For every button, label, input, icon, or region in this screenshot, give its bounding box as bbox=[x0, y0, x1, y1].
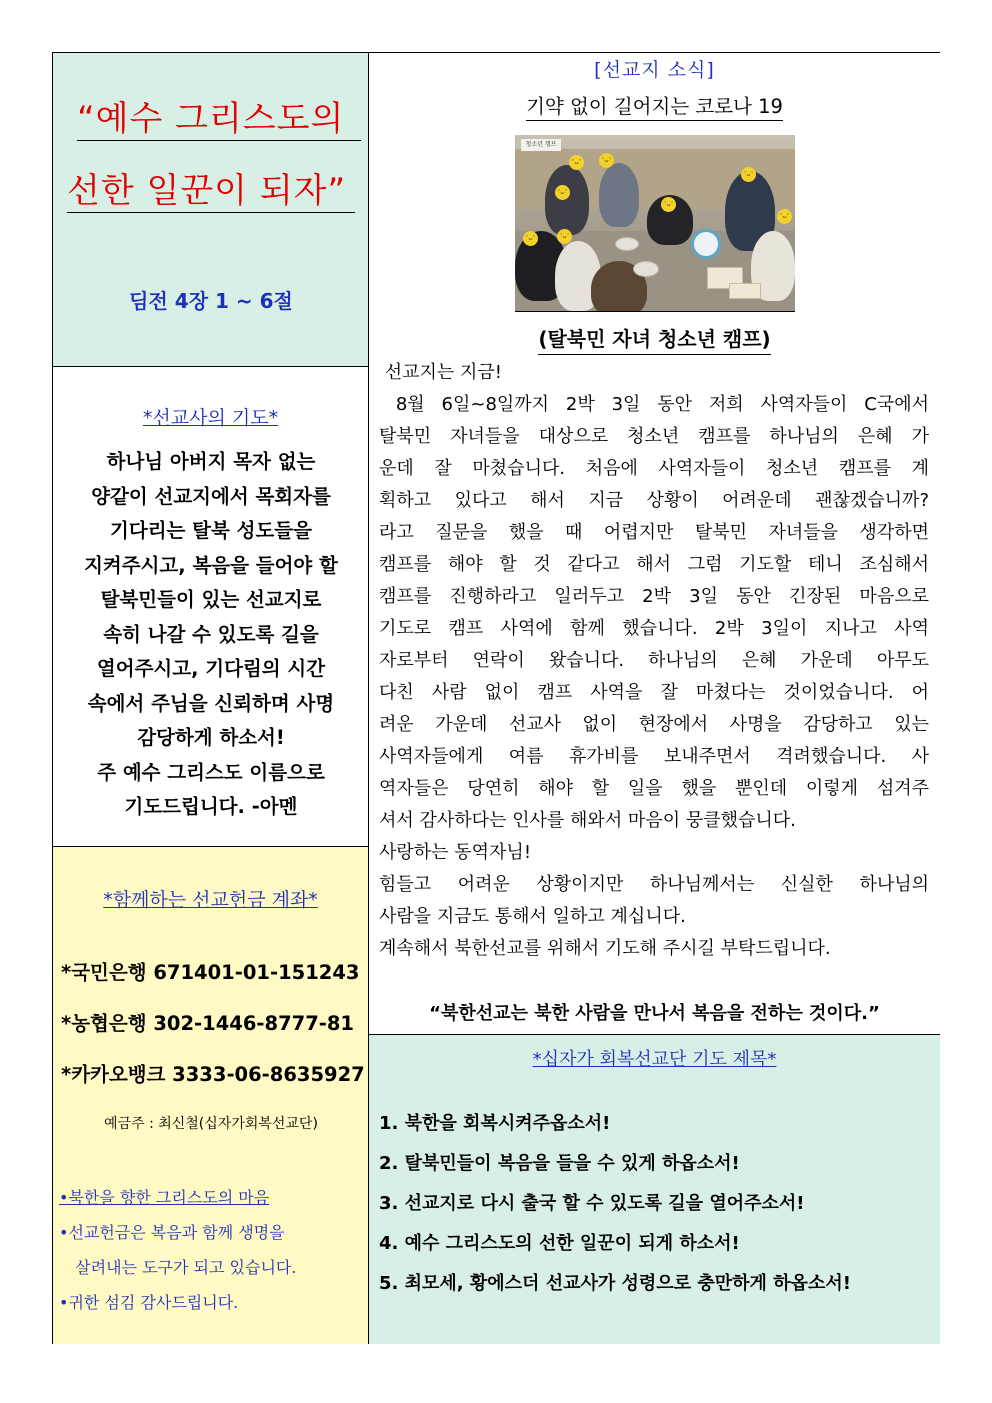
camp-sign: 청소년 캠프 bbox=[521, 139, 561, 151]
prayer-line: 기다리는 탈북 성도들을 bbox=[110, 519, 312, 542]
slogan-line-2: 선한 일꾼이 되자” bbox=[67, 171, 355, 213]
news-paragraph-line: 다친 사람 없이 캠프 사역을 잘 마쳤다는 것이었습니다. 어 bbox=[379, 682, 929, 703]
news-paragraph-line: 획하고 있다고 해서 지금 상황이 어려운데 괜찮겠습니까? bbox=[379, 490, 929, 511]
face-blur-emoji: ᵔᴗᵔ bbox=[777, 209, 792, 224]
photo-caption bbox=[369, 323, 940, 352]
news-paragraph-line: 사랑하는 동역자님! bbox=[379, 842, 532, 863]
offering-note: •선교헌금은 복음과 함께 생명을 bbox=[59, 1223, 285, 1242]
prayer-line: 속히 나갈 수 있도록 길을 bbox=[103, 622, 319, 646]
prayer-topic-item: 1. 북한을 회복시켜주옵소서! bbox=[379, 1113, 611, 1134]
news-paragraph-line: 역자들은 당연히 해야 할 일을 했을 뿐인데 이렇게 섬겨주 bbox=[379, 778, 929, 799]
prayer-heading: *선교사의 기도* bbox=[142, 407, 279, 429]
prayer-line: 감당하게 하소서! bbox=[137, 726, 285, 749]
news-paragraph-line: 선교지는 지금! bbox=[379, 362, 502, 383]
news-paragraph-line: 탈북민 자녀들을 대상으로 청소년 캠프를 하나님의 은혜 가 bbox=[379, 426, 929, 447]
news-paragraph-line: 캠프를 진행하라고 일러두고 2박 3일 동안 긴장된 마음으로 bbox=[379, 586, 929, 607]
face-blur-emoji: ᵔᴗᵔ bbox=[741, 167, 756, 182]
slogan-line-1: “예수 그리스도의 bbox=[77, 99, 361, 141]
photo-caption-text: (탈북민 자녀 청소년 캠프) bbox=[538, 327, 770, 355]
offering-accounts-panel bbox=[53, 847, 369, 1344]
prayer-line: 주 예수 그리스도 이름으로 bbox=[97, 760, 325, 784]
offering-note: 살려내는 도구가 되고 있습니다. bbox=[65, 1258, 297, 1277]
youth-camp-photo bbox=[515, 135, 795, 312]
news-paragraph-line: 사역자들에게 여름 휴가비를 보내주면서 격려했습니다. 사 bbox=[379, 746, 929, 767]
bank-account-nonghyup: *농협은행 302-1446-8777-81 bbox=[61, 1012, 354, 1035]
snack-plate bbox=[615, 237, 639, 251]
slogan-panel bbox=[53, 53, 369, 367]
face-blur-emoji: ᵔᴗᵔ bbox=[569, 155, 584, 170]
news-paragraph-line: 려운 가운데 선교사 없이 현장에서 사명을 감당하고 있는 bbox=[379, 714, 929, 735]
news-paragraph-line: 8월 6일~8일까지 2박 3일 동안 저희 사역자들이 C국에서 bbox=[379, 394, 929, 415]
news-paragraph-line: 계속해서 북한선교를 위해서 기도해 주시길 부탁드립니다. bbox=[379, 938, 831, 959]
prayer-line: 속에서 주님을 신뢰하며 사명 bbox=[87, 691, 335, 715]
prayer-line: 열어주시고, 기다림의 시간 bbox=[96, 657, 326, 680]
photo-person bbox=[599, 163, 639, 227]
prayer-line: 하나님 아버지 목자 없는 bbox=[106, 450, 316, 473]
newsletter-page bbox=[52, 52, 940, 1344]
news-paragraph-line: 셔서 감사하다는 인사를 해와서 마음이 뭉클했습니다. bbox=[379, 810, 796, 831]
missionary-prayer-panel bbox=[53, 367, 369, 847]
prayer-body bbox=[59, 445, 363, 825]
notebook bbox=[729, 283, 761, 299]
offering-note: •북한을 향한 그리스도의 마음 bbox=[59, 1188, 270, 1207]
news-paragraph-line: 캠프를 해야 할 것 같다고 해서 그럼 기도할 테니 조심해서 bbox=[379, 554, 929, 575]
desk-fan bbox=[691, 229, 721, 259]
prayer-topic-item: 5. 최모세, 황에스더 선교사가 성령으로 충만하게 하옵소서! bbox=[379, 1273, 851, 1294]
snack-plate bbox=[633, 261, 659, 277]
prayer-line: 기도드립니다. -아멘 bbox=[124, 795, 298, 818]
prayer-line: 탈북민들이 있는 선교지로 bbox=[100, 588, 322, 611]
news-paragraph-line: 기도로 캠프 사역에 함께 했습니다. 2박 3일이 지나고 사역 bbox=[379, 618, 929, 639]
news-title bbox=[369, 91, 940, 119]
prayer-topic-item: 3. 선교지로 다시 출국 할 수 있도록 길을 열어주소서! bbox=[379, 1193, 805, 1214]
news-paragraph-line: 사람을 지금도 통해서 일하고 계십니다. bbox=[379, 906, 686, 927]
face-blur-emoji: ᵔᴗᵔ bbox=[661, 197, 676, 212]
account-holder: 예금주 : 최신철(십자가회복선교단) bbox=[104, 1116, 318, 1132]
face-blur-emoji: ᵔᴗᵔ bbox=[599, 153, 614, 168]
mission-quote: “북한선교는 북한 사람을 만나서 복음을 전하는 것이다.” bbox=[429, 1003, 880, 1024]
bank-account-kakaobank: *카카오뱅크 3333-06-8635927 bbox=[61, 1063, 365, 1086]
news-paragraph-line: 힘들고 어려운 상황이지만 하나님께서는 신실한 하나님의 bbox=[379, 874, 929, 895]
news-title-text: 기약 없이 길어지는 코로나 19 bbox=[526, 95, 783, 121]
face-blur-emoji: ᵔᴗᵔ bbox=[555, 185, 570, 200]
mission-news-panel bbox=[369, 53, 940, 1035]
news-paragraph-line: 자로부터 연락이 왔습니다. 하나님의 은혜 가운데 아무도 bbox=[379, 650, 929, 671]
face-blur-emoji: ᵔᴗᵔ bbox=[523, 231, 538, 246]
news-paragraph-line: 라고 질문을 했을 때 어렵지만 탈북민 자녀들을 생각하면 bbox=[379, 522, 929, 543]
news-section-tag: [선교지 소식] bbox=[594, 59, 715, 81]
offering-note: •귀한 섬김 감사드립니다. bbox=[59, 1293, 239, 1312]
face-blur-emoji: ᵔᴗᵔ bbox=[557, 229, 572, 244]
prayer-line: 지켜주시고, 복음을 들어야 할 bbox=[84, 553, 338, 577]
prayer-topic-item: 4. 예수 그리스도의 선한 일꾼이 되게 하소서! bbox=[379, 1233, 740, 1254]
offering-heading: *함께하는 선교헌금 계좌* bbox=[103, 889, 318, 911]
news-paragraph-line: 운데 잘 마쳤습니다. 처음에 사역자들이 청소년 캠프를 계 bbox=[379, 458, 929, 479]
scripture-reference: 딤전 4장 1 ~ 6절 bbox=[129, 289, 293, 313]
prayer-topic-item: 2. 탈북민들이 복음을 들을 수 있게 하옵소서! bbox=[379, 1153, 740, 1174]
prayer-line: 양같이 선교지에서 목회자를 bbox=[91, 484, 331, 508]
bank-account-kookmin: *국민은행 671401-01-151243 bbox=[61, 961, 360, 984]
prayer-topics-panel bbox=[369, 1035, 940, 1344]
prayer-topics-heading: *십자가 회복선교단 기도 제목* bbox=[532, 1049, 777, 1070]
photo-person bbox=[545, 165, 589, 235]
